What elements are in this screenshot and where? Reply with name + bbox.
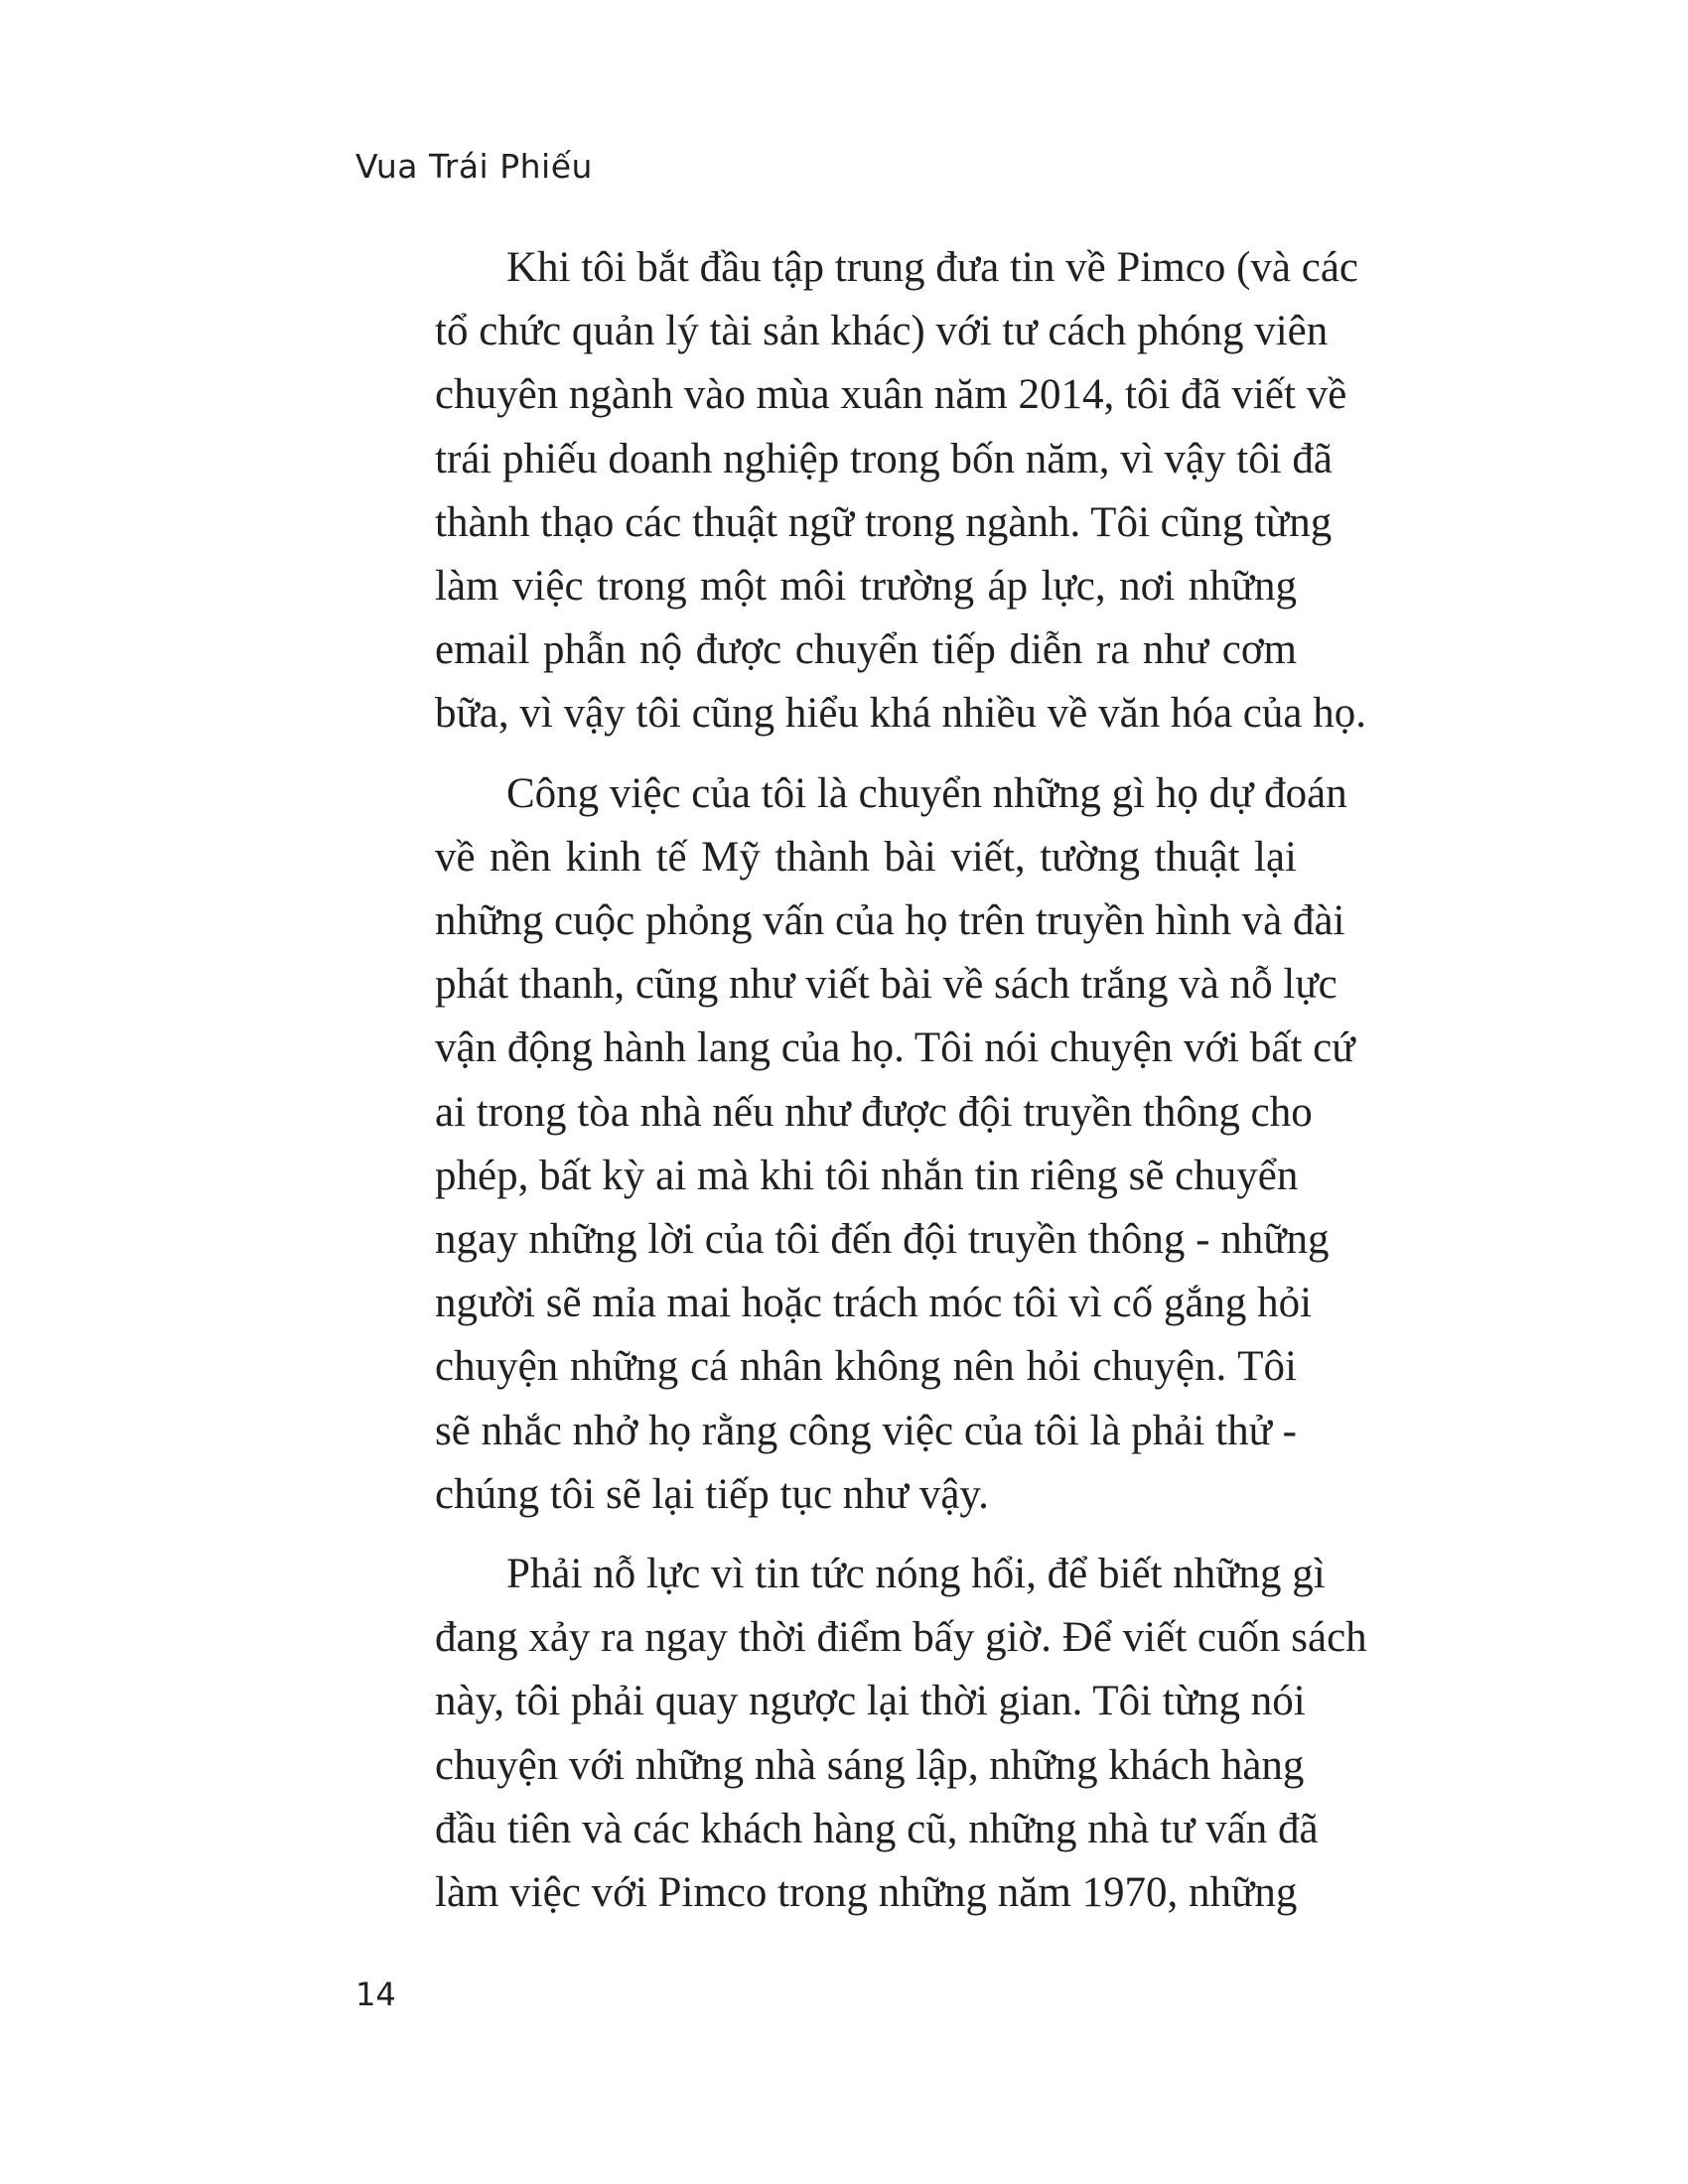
text-line: ai trong tòa nhà nếu như được đội truyền thông cho bbox=[435, 1088, 1313, 1136]
body-text bbox=[363, 236, 1367, 1941]
text-line: Công việc của tôi là chuyển những gì họ dự đoán bbox=[506, 769, 1347, 817]
paragraph-2 bbox=[363, 762, 1355, 1527]
text-line: về nền kinh tế Mỹ thành bài viết, tường thuật lại bbox=[435, 833, 1297, 881]
text-line: chuyên ngành vào mùa xuân năm 2014, tôi đã viết về bbox=[435, 371, 1347, 419]
text-line: chúng tôi sẽ lại tiếp tục như vậy. bbox=[435, 1470, 989, 1518]
paragraph-3 bbox=[363, 1543, 1367, 1925]
text-line: sẽ nhắc nhở họ rằng công việc của tôi là phải thử - bbox=[435, 1407, 1297, 1454]
paragraph-1 bbox=[363, 236, 1366, 747]
text-line: email phẫn nộ được chuyển tiếp diễn ra như cơm bbox=[435, 626, 1297, 674]
text-line: những cuộc phỏng vấn của họ trên truyền hình và đài bbox=[435, 897, 1345, 945]
text-line: người sẽ mỉa mai hoặc trách móc tôi vì cố gắng hỏi bbox=[435, 1280, 1313, 1327]
text-line: chuyện với những nhà sáng lập, những khách hàng bbox=[435, 1741, 1305, 1789]
text-line: làm việc trong một môi trường áp lực, nơi những bbox=[435, 563, 1297, 611]
text-line: phát thanh, cũng như viết bài về sách trắng và nỗ lực bbox=[435, 961, 1337, 1009]
text-line: đầu tiên và các khách hàng cũ, những nhà tư vấn đã bbox=[435, 1805, 1319, 1852]
text-line: đang xảy ra ngay thời điểm bấy giờ. Để viết cuốn sách bbox=[435, 1614, 1367, 1662]
running-header-title: Vua Trái Phiếu bbox=[355, 147, 593, 186]
text-line: phép, bất kỳ ai mà khi tôi nhắn tin riêng sẽ chuyển bbox=[435, 1152, 1299, 1199]
text-line: tổ chức quản lý tài sản khác) với tư cách phóng viên bbox=[435, 308, 1329, 355]
text-line: Khi tôi bắt đầu tập trung đưa tin về Pimco (và các bbox=[506, 244, 1358, 291]
text-line: trái phiếu doanh nghiệp trong bốn năm, vì vậy tôi đã bbox=[435, 435, 1334, 482]
text-line: làm việc với Pimco trong những năm 1970, những bbox=[435, 1869, 1298, 1917]
text-line: thành thạo các thuật ngữ trong ngành. Tôi cũng từng bbox=[435, 498, 1333, 546]
text-line: bữa, vì vậy tôi cũng hiểu khá nhiều về văn hóa của họ. bbox=[435, 690, 1366, 738]
text-line: chuyện những cá nhân không nên hỏi chuyện. Tôi bbox=[435, 1343, 1297, 1391]
page-number: 14 bbox=[355, 1976, 396, 2013]
text-line: này, tôi phải quay ngược lại thời gian. Tôi từng nói bbox=[435, 1678, 1306, 1725]
text-line: ngay những lời của tôi đến đội truyền thông - những bbox=[435, 1216, 1330, 1264]
text-line: vận động hành lang của họ. Tôi nói chuyện với bất cứ bbox=[435, 1024, 1355, 1072]
text-line: Phải nỗ lực vì tin tức nóng hổi, để biết những gì bbox=[506, 1551, 1326, 1598]
